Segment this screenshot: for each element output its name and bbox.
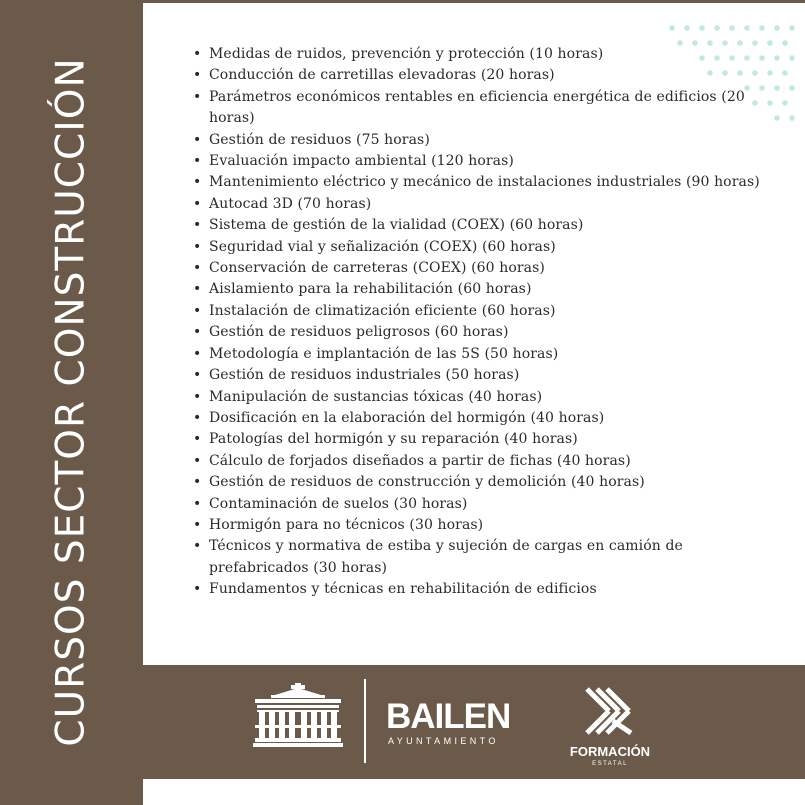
decorative-dot: [789, 115, 795, 121]
course-list-item: • Gestión de residuos de construcción y demolición (40 horas): [192, 472, 762, 493]
formacion-logo-title: FORMACIÓN: [569, 744, 651, 759]
decorative-dot: [789, 85, 795, 91]
course-list-item: • Conservación de carreteras (COEX) (60 horas): [192, 258, 762, 279]
course-list-item: • Seguridad vial y señalización (COEX) (60 horas): [192, 237, 762, 258]
decorative-dot: [774, 115, 780, 121]
course-list-item: • Mantenimiento eléctrico y mecánico de instalaciones industriales (90 horas): [192, 172, 762, 193]
sidebar: [0, 0, 143, 805]
course-list-item: • Medidas de ruidos, prevención y protección (10 horas): [192, 44, 762, 65]
course-list: [192, 44, 762, 601]
course-list-item: • Manipulación de sustancias tóxicas (40 horas): [192, 387, 762, 408]
course-list-item: • Conducción de carretillas elevadoras (20 horas): [192, 65, 762, 86]
course-list-item: • Aislamiento para la rehabilitación (60 horas): [192, 279, 762, 300]
decorative-dot: [729, 25, 735, 31]
decorative-dot: [669, 25, 675, 31]
course-list-item: • Parámetros económicos rentables en eficiencia energética de edificios (20 horas): [192, 87, 762, 130]
course-list-item: • Técnicos y normativa de estiba y sujeción de cargas en camión de prefabricados (30 horas): [192, 536, 762, 579]
decorative-dot: [744, 25, 750, 31]
decorative-dot: [774, 55, 780, 61]
decorative-dot: [767, 100, 773, 106]
decorative-dot: [782, 40, 788, 46]
course-list-item: • Patologías del hormigón y su reparación (40 horas): [192, 429, 762, 450]
course-list-item: • Contaminación de suelos (30 horas): [192, 494, 762, 515]
course-list-item: • Gestión de residuos (75 horas): [192, 130, 762, 151]
bailen-logo-subtitle: AYUNTAMIENTO: [388, 736, 499, 746]
decorative-dot: [789, 55, 795, 61]
decorative-dot: [774, 85, 780, 91]
course-list-item: • Gestión de residuos peligrosos (60 horas): [192, 322, 762, 343]
sidebar-title: CURSOS SECTOR CONSTRUCCIÓN: [48, 57, 94, 747]
decorative-dot: [782, 100, 788, 106]
decorative-dot: [774, 25, 780, 31]
course-list-item: • Dosificación en la elaboración del hormigón (40 horas): [192, 408, 762, 429]
course-list-item: • Sistema de gestión de la vialidad (COEX) (60 horas): [192, 215, 762, 236]
decorative-dot: [767, 40, 773, 46]
formacion-estatal-logo-icon: [583, 685, 635, 737]
town-hall-building-icon: [253, 683, 343, 747]
course-list-item: • Evaluación impacto ambiental (120 horas): [192, 151, 762, 172]
logo-divider: [364, 679, 366, 763]
course-list-item: • Gestión de residuos industriales (50 horas): [192, 365, 762, 386]
decorative-dot: [782, 70, 788, 76]
course-list-item: • Instalación de climatización eficiente (60 horas): [192, 301, 762, 322]
footer-bar: [143, 665, 805, 779]
bottom-margin: [143, 779, 805, 805]
decorative-dot: [767, 70, 773, 76]
course-list-item: • Hormigón para no técnicos (30 horas): [192, 515, 762, 536]
decorative-dot: [699, 25, 705, 31]
decorative-dot: [789, 25, 795, 31]
decorative-dot: [759, 25, 765, 31]
formacion-logo-subtitle: ESTATAL: [592, 761, 628, 767]
course-list-item: • Metodología e implantación de las 5S (50 horas): [192, 344, 762, 365]
decorative-dot: [714, 25, 720, 31]
bailen-logo-wordmark: BAILEN: [386, 697, 511, 736]
decorative-dot: [684, 25, 690, 31]
course-list-item: • Fundamentos y técnicas en rehabilitación de edificios: [192, 579, 762, 600]
course-list-item: • Cálculo de forjados diseñados a partir de fichas (40 horas): [192, 451, 762, 472]
course-list-item: • Autocad 3D (70 horas): [192, 194, 762, 215]
